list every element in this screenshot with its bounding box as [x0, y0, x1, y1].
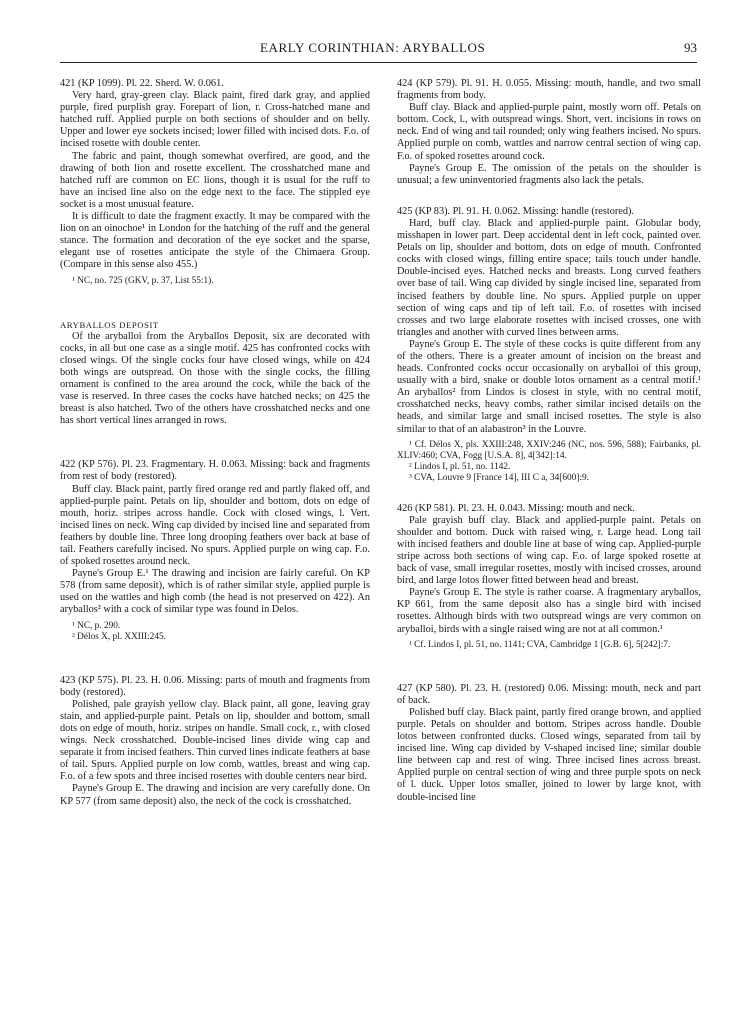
entry-commentary: Payne's Group E. The style of these cocks is quite different from any of the others. There is a greater amount of incision on the breast and heads. Confronted cocks occur occasionally on aryballoi of this group, usually with a bird, snake or double lotos ornament as a central motif.¹ An aryballos² from Lindos is closest in style, with no central motif, crosshatched necks, heavy combs, rather similar incised details on the heads, and similar large and small incised rosettes. The style is also similar to that of an alabastron³ in the Louvre. [397, 338, 701, 435]
entry-heading: 425 (KP 83). Pl. 91. H. 0.062. Missing: handle (restored). [397, 205, 634, 217]
page-number: 93 [684, 40, 697, 55]
entry-heading: 422 (KP 576). Pl. 23. Fragmentary. H. 0.063. Missing: back and fragments from rest of body (restored). [60, 459, 370, 483]
footnote: ¹ Cf. Délos X, pls. XXIII:248, XXIV:246 (NC, nos. 596, 588); Fairbanks, pl. XLIV:460; CVA, Fogg [U.S.A. 8], 4[342]:14. [397, 439, 701, 461]
entry-heading: 423 (KP 575). Pl. 23. H. 0.06. Missing: parts of mouth and fragments from body (restored). [60, 674, 370, 698]
catalogue-entry-427 [397, 683, 701, 804]
footnote: ³ CVA, Louvre 9 [France 14], III C a, 34[600]:9. [409, 472, 589, 483]
entry-commentary: Payne's Group E. The omission of the petals on the shoulder is unusual; a few uninventoried fragments also lack the petals. [397, 162, 701, 186]
entry-commentary: It is difficult to date the fragment exactly. It may be compared with the lion on an oinochoe¹ in London for the hatching of the ruff and the general stance. The formation and decoration of the eye socket and the sparse, elegant use of rosettes anticipate the style of the Chimaera Group. (Compare in this sense also 455.) [60, 211, 370, 271]
right-column [397, 78, 701, 804]
entry-description: Hard, buff clay. Black and applied-purple paint. Globular body, misshapen in lower part. Deep accidental dent in left cock, painted over. Petals on lip, shoulder and bottom, dots on edge of mouth. Confronted cocks with closed wings, filling entire space; tails touch under handle. Double-incised eyes. Hatched necks and breasts. Long curved feathers over base of tail. Wing cap divided by single incised line, separated from incised feathers by double line. No spurs. Applied purple on upper section of wing caps and tip of left tail. F.o. of rosettes with incised crosses and two large elaborate rosettes with incised crosses, one with triangles and another with curved lines between arms. [397, 217, 701, 338]
footnote: ² Lindos I, pl. 51, no. 1142. [409, 461, 511, 472]
footnotes [397, 440, 701, 484]
catalogue-entry-425 [397, 206, 701, 484]
footnotes [60, 276, 370, 287]
footnote: ² Délos X, pl. XXIII:245. [72, 631, 166, 642]
catalogue-entry-423 [60, 675, 370, 808]
catalogue-entry-424 [397, 78, 701, 187]
running-title: EARLY CORINTHIAN: ARYBALLOS [260, 40, 486, 55]
entry-description: Polished, pale grayish yellow clay. Black paint, all gone, leaving gray stain, and applied-purple paint. Petals on lip, shoulder and bottom, small dots on edge of mouth, horiz. stripes on handle. Small cock, r., with closed wings. Neck crosshatched. Double-incised lines divide wing cap and separate it from incised feathers. Thin curved lines indicate feathers at base of tail. Spurs. Applied purple on low comb, wattles, breast and wing cap. F.o. of a few spots and three incised rosettes with double centers near bird. [60, 698, 370, 783]
aryballos-deposit-section [60, 319, 370, 428]
entry-commentary: The fabric and paint, though somewhat overfired, are good, and the drawing of both lion and rosette excellent. The crosshatched mane and hatched ruff are common on EC lions, though it is usual for the ruff to have an incised line also on the edge next to the face. The stippled eye socket is a most unusual feature. [60, 150, 370, 210]
section-text: Of the aryballoi from the Aryballos Deposit, six are decorated with cocks, in all but one case as a single motif. 425 has confronted cocks with closed wings. Of the single cocks four have closed wings, while on 424 both wings are outspread. On those with the single cocks, the filling ornament is confined to the area around the cock, while the back of the vase is reserved. In three cases the cocks have hatched necks; on 425 the breast is also hatched. Two of the others have crosshatched necks and one has short vertical lines arranged in rows. [60, 330, 370, 427]
footnote: ¹ NC, no. 725 (GKV, p. 37, List 55:1). [72, 275, 214, 286]
running-header [60, 40, 697, 63]
entry-heading: 424 (KP 579). Pl. 91. H. 0.055. Missing: mouth, handle, and two small fragments from body. [397, 78, 701, 102]
catalogue-entry-422 [60, 459, 370, 642]
entry-description: Buff clay. Black and applied-purple paint, mostly worn off. Petals on bottom. Cock, l., with outspread wings. Short, vert. incisions in rows on neck. End of wing and tail rounded; only wing feathers incised. No spurs. Applied purple on comb, wattles and narrow central section of wing cap. F.o. of spoked rosettes around cock. [397, 102, 701, 162]
footnote: ¹ NC, p. 290. [72, 620, 121, 631]
entry-description: Buff clay. Black paint, partly fired orange red and partly flaked off, and applied-purple paint. Petals on lip, shoulder and bottom, dots on edge of mouth, horiz. stripes across handle. Cock with closed wings, l. Vert. incised lines on neck. Wing cap divided by incised line and separated from feathers by double line. Three long drooping feathers over back at base of tail. Feathers carefully incised. No spurs. Applied purple on wing cap. F.o. of spoked rosettes around neck. [60, 483, 370, 568]
footnote: ¹ Cf. Lindos I, pl. 51, no. 1141; CVA, Cambridge 1 [G.B. 6], 5[242]:7. [409, 639, 671, 650]
entry-heading: 426 (KP 581). Pl. 23. H. 0.043. Missing: mouth and neck. [397, 502, 635, 514]
entry-heading: 427 (KP 580). Pl. 23. H. (restored) 0.06. Missing: mouth, neck and part of back. [397, 682, 701, 706]
entry-description: Very hard, gray-green clay. Black paint, fired dark gray, and applied purple, fired purplish gray. Forepart of lion, r. Cross-hatched mane and hatched ruff. Applied purple on both sections of shoulder and on belly. Upper and lower eye sockets incised; lower filled with incised dots. F.o. of incised rosette with double center. [60, 90, 370, 150]
left-column [60, 78, 370, 808]
entry-heading: 421 (KP 1099). Pl. 22. Sherd. W. 0.061. [60, 78, 224, 89]
footnotes [397, 640, 701, 651]
catalogue-entry-426 [397, 503, 701, 651]
section-heading: ARYBALLOS DEPOSIT [60, 319, 159, 330]
entry-description: Polished buff clay. Black paint, partly fired orange brown, and applied purple. Petals on shoulder and bottom. Stripes across handle. Double lotos between confronted ducks. Closed wings, separated from tail by incised line. Wing cap divided by V-shaped incised line; similar double line between cap and rest of wing. Three incised lines across breast. Applied purple on central section of wing and three purple spots on neck of l. duck. Upper lotos smaller, joined to lower by large knot, with double-incised line [397, 706, 701, 803]
catalogue-entry-421 [60, 78, 370, 287]
entry-commentary: Payne's Group E. The style is rather coarse. A fragmentary aryballos, KP 661, from the same deposit also has a single bird with incised rosettes. Although birds with two outspread wings are very common on aryballoi, birds with a single raised wing are not at all common.¹ [397, 587, 701, 635]
entry-commentary: Payne's Group E.¹ The drawing and incision are fairly careful. On KP 578 (from same deposit), which is of rather similar style, applied purple is used on the wattles and high comb (the head is not preserved on 422). An aryballos² with a cock of similar type was found in Delos. [60, 568, 370, 616]
entry-description: Pale grayish buff clay. Black and applied-purple paint. Petals on shoulder and bottom. Duck with raised wing, r. Large head. Long tail with incised feathers and double line at base of wing cap. Applied-purple stripe across both sections of wing cap. F.o. of large spoked rosette at back of vase, small irregular rosettes, mostly with incised crosses, around bird, and large lotos flower fitted between head and breast. [397, 514, 701, 587]
footnotes [60, 621, 370, 643]
entry-commentary: Payne's Group E. The drawing and incision are very carefully done. On KP 577 (from same deposit) also, the neck of the cock is crosshatched. [60, 783, 370, 807]
